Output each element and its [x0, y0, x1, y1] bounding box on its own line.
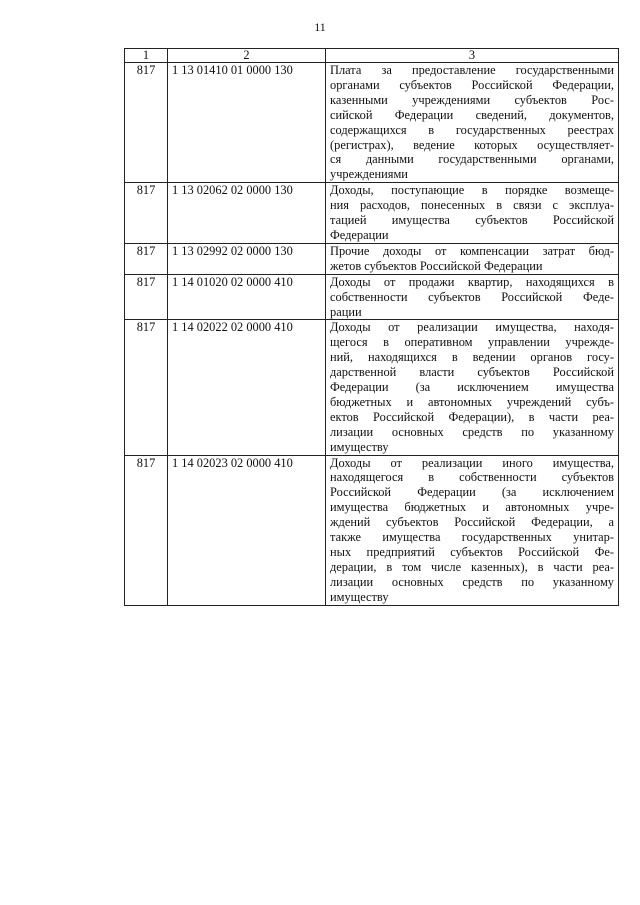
description-line: (регистрах), ведение которых осуществляет- — [330, 137, 614, 152]
description-line: также имущества государственных унитар- — [330, 530, 614, 545]
description-line: лизации основных средств по указанному — [330, 424, 614, 439]
description-line: казенными учреждениями субъектов Рос- — [330, 92, 614, 107]
description-line: учреждениями — [330, 167, 408, 182]
admin-code-cell: 817 — [125, 183, 168, 244]
admin-code-cell: 817 — [125, 320, 168, 455]
admin-code-cell: 817 — [125, 455, 168, 605]
description-line: содержащихся в государственных реестрах — [330, 122, 614, 137]
description-cell — [326, 63, 619, 183]
description-line: лизации основных средств по указанному — [330, 574, 614, 589]
table-body — [125, 63, 619, 606]
description-line: имуществу — [330, 589, 389, 604]
description-line: Доходы от продажи квартир, находящихся в — [330, 274, 614, 289]
description-line: жетов субъектов Российской Федерации — [330, 258, 543, 273]
table-header-row — [125, 49, 619, 63]
description-line: сийской Федерации сведений, документов, — [330, 107, 614, 122]
description-cell — [326, 274, 619, 320]
table-row — [125, 274, 619, 320]
description-line: Доходы от реализации иного имущества, — [330, 455, 614, 470]
column-header-2: 2 — [168, 49, 326, 63]
description-cell — [326, 243, 619, 274]
description-line: щегося в оперативном управлении учрежде- — [330, 335, 614, 350]
page-number: 11 — [314, 20, 326, 34]
revenue-code-cell: 1 14 02023 02 0000 410 — [168, 455, 326, 605]
description-line: Федерации — [330, 227, 389, 242]
description-line: Плата за предоставление государственными — [330, 63, 614, 77]
description-line: Доходы, поступающие в порядке возмеще- — [330, 183, 614, 198]
table-row — [125, 63, 619, 183]
admin-code-cell: 817 — [125, 274, 168, 320]
description-line: собственности субъектов Российской Феде- — [330, 289, 614, 304]
description-line: ся данными государственными органами, — [330, 152, 614, 167]
description-line: ний, находящихся в ведении органов госу- — [330, 350, 614, 365]
revenue-code-cell: 1 13 02062 02 0000 130 — [168, 183, 326, 244]
revenue-code-cell: 1 14 02022 02 0000 410 — [168, 320, 326, 455]
description-line: имуществу — [330, 439, 389, 454]
admin-code-cell: 817 — [125, 63, 168, 183]
description-line: Доходы от реализации имущества, находя- — [330, 320, 614, 335]
revenue-code-cell: 1 14 01020 02 0000 410 — [168, 274, 326, 320]
description-line: дерации, в том числе казенных), в части реа- — [330, 559, 614, 574]
table-row — [125, 455, 619, 605]
description-line: находящегося в собственности субъектов — [330, 470, 614, 485]
description-line: Прочие доходы от компенсации затрат бюд- — [330, 243, 614, 258]
table-row — [125, 320, 619, 455]
table-row — [125, 183, 619, 244]
column-header-1: 1 — [125, 49, 168, 63]
description-line: Федерации (за исключением имущества — [330, 380, 614, 395]
description-line: бюджетных и автономных учреждений субъ- — [330, 394, 614, 409]
column-header-3: 3 — [326, 49, 619, 63]
description-line: ных предприятий субъектов Российской Фе- — [330, 545, 614, 559]
revenue-code-cell: 1 13 01410 01 0000 130 — [168, 63, 326, 183]
description-cell — [326, 320, 619, 455]
description-line: ния расходов, понесенных в связи с эксплуа- — [330, 198, 614, 213]
admin-code-cell: 817 — [125, 243, 168, 274]
description-line: ждений субъектов Российской Федерации, а — [330, 515, 614, 530]
description-line: Российской Федерации (за исключением — [330, 485, 614, 500]
description-line: тацией имущества субъектов Российской — [330, 213, 614, 228]
description-line: рации — [330, 304, 362, 319]
description-cell — [326, 455, 619, 605]
description-line: органами субъектов Российской Федерации, — [330, 77, 614, 92]
table-row — [125, 243, 619, 274]
description-line: имущества бюджетных и автономных учре- — [330, 500, 614, 515]
revenue-codes-table — [124, 48, 619, 606]
description-line: ектов Российской Федерации), в части реа- — [330, 409, 614, 424]
description-line: дарственной власти субъектов Российской — [330, 365, 614, 380]
revenue-code-cell: 1 13 02992 02 0000 130 — [168, 243, 326, 274]
description-cell — [326, 183, 619, 244]
